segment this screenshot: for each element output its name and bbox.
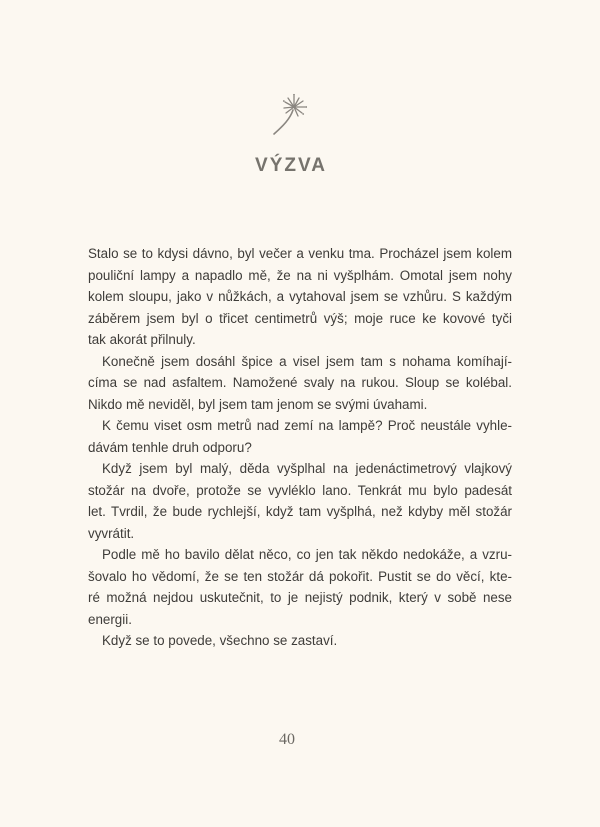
text-line: kolem sloupu, jako v nůžkách, a vytahoval jsem se vzhůru. S každým	[88, 289, 512, 304]
text-line: Nikdo mě neviděl, byl jsem tam jenom se svými úvahami.	[88, 396, 428, 412]
text-line: Když se to povede, všechno se zastaví.	[102, 633, 338, 648]
text-line: energii.	[88, 611, 132, 627]
body-text	[88, 243, 512, 652]
text-line: címa se nad asfaltem. Namožené svaly na rukou. Sloup se kolébal.	[88, 375, 512, 390]
paragraph	[88, 630, 512, 652]
text-line: tak akorát přilnuly.	[88, 332, 196, 347]
paragraph	[88, 415, 512, 458]
text-line: šovalo ho vědomí, že se ten stožár dá pokořit. Pustit se do věcí, kte-	[88, 568, 512, 584]
text-line: Když jsem byl malý, děda vyšplhal na jedenáctimetrový vlajkový	[102, 461, 512, 476]
paragraph	[88, 243, 512, 351]
chapter-title: VÝZVA	[255, 155, 327, 176]
sparkler-icon	[267, 93, 307, 137]
text-line: let. Tvrdil, že bude rychlejší, když tam vyšplhá, než kdyby měl stožár	[88, 504, 512, 519]
text-line: K čemu viset osm metrů nad zemí na lampě? Proč neustále vyhle-	[102, 418, 512, 433]
text-line: pouliční lampy a napadlo mě, že na ni vyšplhám. Omotal jsem nohy	[88, 267, 512, 283]
ornament-row	[0, 93, 587, 137]
paragraph	[88, 544, 512, 630]
text-line: ré možná nejdou uskutečnit, to je nejistý podnik, který v sobě nese	[88, 590, 512, 605]
text-line: vyvrátit.	[88, 525, 135, 541]
text-line: Stalo se to kdysi dávno, byl večer a venku tma. Procházel jsem kolem	[88, 246, 512, 261]
page-number: 40	[279, 731, 295, 748]
text-line: Konečně jsem dosáhl špice a visel jsem tam s nohama komíhají-	[102, 353, 512, 369]
paragraph	[88, 351, 512, 416]
text-line: dávám tenhle druh odporu?	[88, 439, 252, 455]
text-line: Podle mě ho bavilo dělat něco, co jen tak někdo nedokáže, a vzru-	[102, 547, 512, 562]
paragraph	[88, 458, 512, 544]
text-line: záběrem jsem byl o třicet centimetrů výš; moje ruce ke kovové tyči	[88, 310, 512, 326]
text-line: stožár na dvoře, protože se vyvléklo lano. Tenkrát mu bylo padesát	[88, 482, 512, 498]
